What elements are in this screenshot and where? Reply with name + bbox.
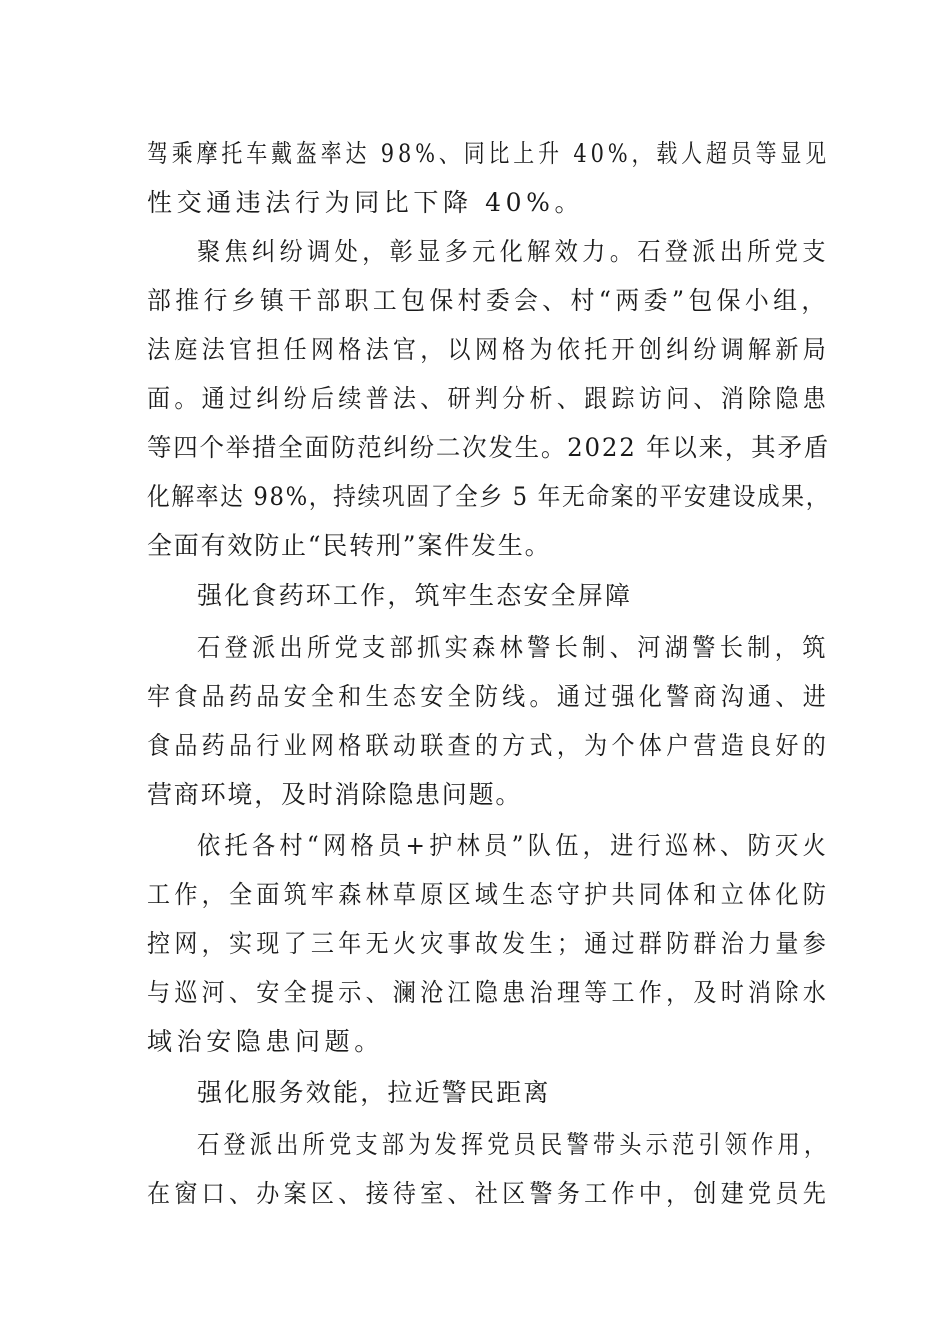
body-text-line: 域治安隐患问题。	[147, 1027, 384, 1056]
body-text-line: 石登派出所党支部抓实森林警长制、河湖警长制，筑	[197, 633, 830, 662]
body-text-line: 工作，全面筑牢森林草原区域生态守护共同体和立体化防	[147, 880, 831, 909]
body-text-line: 食品药品行业网格联动联查的方式，为个体户营造良好的	[147, 731, 831, 760]
body-text-line: 驾乘摩托车戴盔率达 98%、同比上升 40%，载人超员等显见	[147, 139, 830, 168]
body-text-line: 法庭法官担任网格法官，以网格为依托开创纠纷调解新局	[147, 335, 831, 364]
body-text-line: 化解率达 98%，持续巩固了全乡 5 年无命案的平安建设成果，	[147, 482, 831, 511]
body-text-line: 等四个举措全面防范纠纷二次发生。2022 年以来，其矛盾	[147, 433, 830, 462]
body-text-line: 控网，实现了三年无火灾事故发生；通过群防群治力量参	[147, 929, 831, 958]
body-text-line: 面。通过纠纷后续普法、研判分析、跟踪访问、消除隐患	[147, 384, 831, 413]
body-text-line: 牢食品药品安全和生态安全防线。通过强化警商沟通、进	[147, 682, 831, 711]
body-text-line: 在窗口、办案区、接待室、社区警务工作中，创建党员先	[147, 1179, 831, 1208]
body-text-line: 依托各村“网格员+护林员”队伍，进行巡林、防灭火	[197, 831, 830, 860]
body-text-line: 聚焦纠纷调处，彰显多元化解效力。石登派出所党支	[197, 237, 830, 266]
body-text-line: 与巡河、安全提示、澜沧江隐患治理等工作，及时消除水	[147, 978, 831, 1007]
body-text-line: 性交通违法行为同比下降 40%。	[147, 188, 585, 217]
body-text-line: 营商环境，及时消除隐患问题。	[147, 780, 523, 809]
section-heading: 强化食药环工作，筑牢生态安全屏障	[197, 581, 633, 610]
body-text-line: 部推行乡镇干部职工包保村委会、村“两委”包保小组，	[147, 286, 830, 315]
section-heading: 强化服务效能，拉近警民距离	[197, 1078, 551, 1107]
body-text-line: 全面有效防止“民转刑”案件发生。	[147, 531, 552, 560]
body-text-line: 石登派出所党支部为发挥党员民警带头示范引领作用，	[197, 1130, 831, 1159]
